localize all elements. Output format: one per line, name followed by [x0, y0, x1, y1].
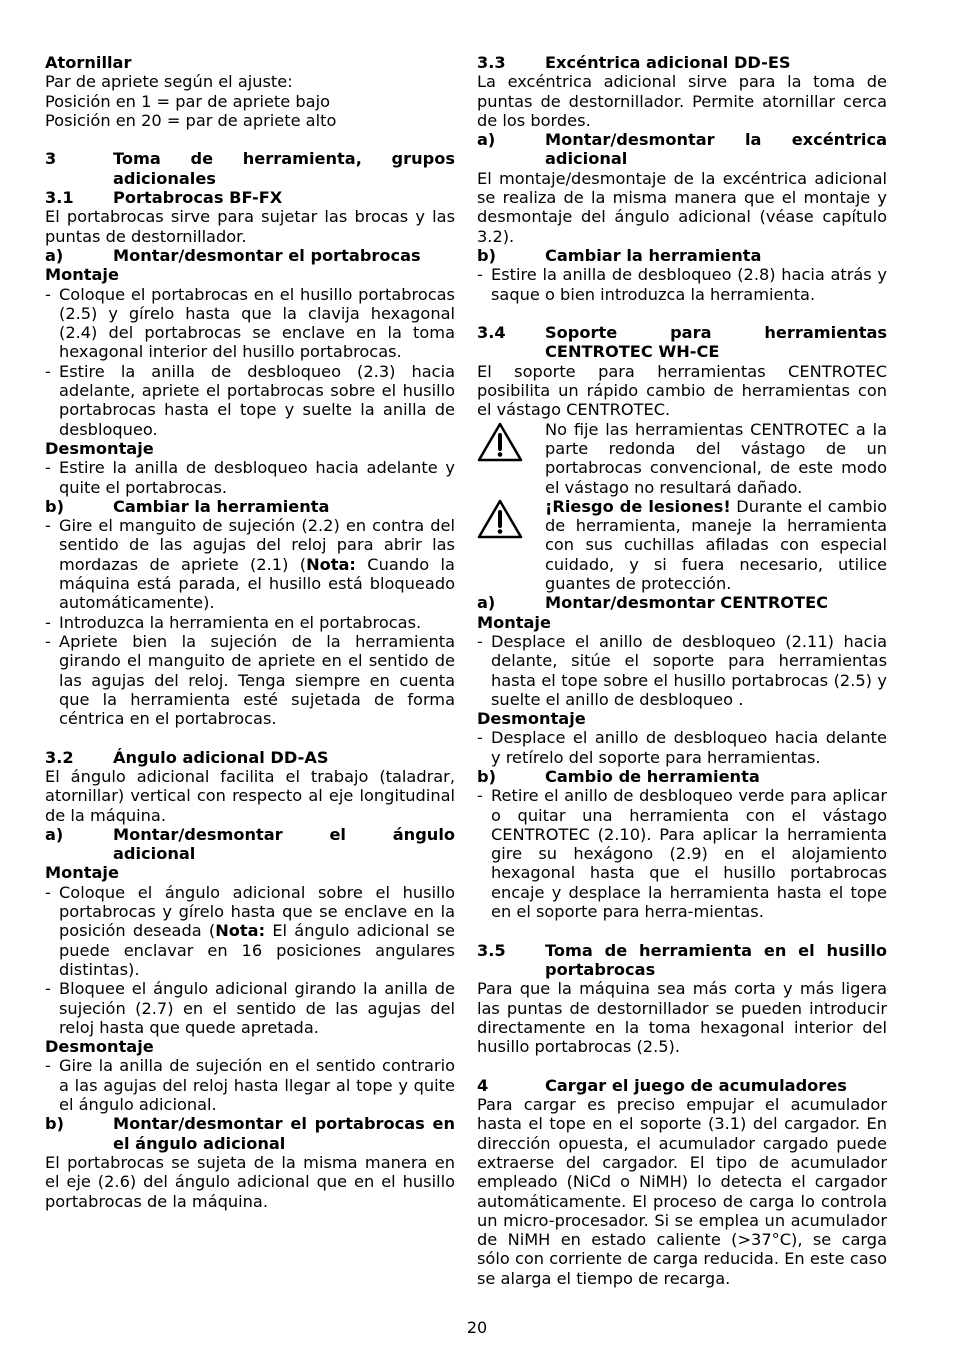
subsection-title: Cambiar la herramienta [545, 245, 762, 265]
paragraph: La excéntrica adicional sirve para la toma de puntas de destornillador. Permite atornillar cerca de los bordes. [477, 72, 887, 130]
bullet-dash: - [477, 265, 483, 285]
section-number: 3.5 [477, 940, 506, 960]
section-title: Cargar el juego de acumuladores [545, 1075, 847, 1095]
section-title: Excéntrica adicional DD-ES [545, 53, 791, 72]
text-line: Posición en 20 = par de apriete alto [45, 110, 337, 130]
list-item [45, 516, 455, 612]
list-item-text: Estire la anilla de desbloqueo (2.3) hacia adelante, apriete el portabrocas sobre el husillo portabrocas hasta el tope y suelte la anilla de desbloqueo. [59, 361, 455, 439]
bullet-dash: - [45, 882, 51, 902]
paragraph: Para cargar es preciso empujar el acumulador hasta el tope en el soporte (3.1) del cargador. En dirección opuesta, el acumulador cargado puede extraerse del cargador. El tipo de acumulador empleado (NiCd o NiMH) lo detecta el cargador automáticamente. El proceso de carga lo controla un micro-procesador. Si se emplea un acumulador de NiMH en estado caliente (>37°C), se carga sólo con corriente de carga reducida. En este caso se alarga el tiempo de recarga. [477, 1095, 887, 1288]
list-item [45, 979, 455, 1037]
warning-triangle-icon [477, 497, 545, 593]
text-run: El ángulo adicional se puede enclavar en 16 posiciones angulares distintas). [59, 921, 455, 979]
warning-triangle-icon [477, 420, 545, 497]
section-heading-3 [45, 149, 455, 188]
list-item [45, 362, 455, 439]
list-item [45, 632, 455, 728]
paragraph: El ángulo adicional facilita el trabajo (taladrar, atornillar) vertical con respecto al eje longitudinal de la máquina. [45, 766, 455, 825]
bullet-dash: - [45, 979, 51, 999]
subsection-letter: a) [45, 245, 64, 265]
subsection-heading [45, 497, 455, 516]
bullet-dash: - [45, 631, 51, 651]
subsection-heading [45, 1114, 455, 1153]
subsection-heading [477, 767, 887, 786]
list-item-text: Estire la anilla de desbloqueo (2.8) hacia atrás y saque o bien introduzca la herramienta. [491, 265, 887, 304]
section-title: Toma de herramienta, grupos adicionales [113, 149, 455, 188]
text-line: Posición en 1 = par de apriete bajo [45, 91, 330, 111]
section-heading-3-5 [477, 941, 887, 980]
bullet-dash: - [477, 728, 483, 748]
subsection-heading [45, 246, 455, 265]
section-heading-3-2 [45, 748, 455, 767]
list-item [477, 786, 887, 921]
paragraph: El portabrocas se sujeta de la misma manera en el eje (2.6) del ángulo adicional que en el husillo portabrocas de la máquina. [45, 1152, 455, 1211]
list-item-text: Bloquee el ángulo adicional girando la anilla de sujeción (2.7) en el sentido de las agujas del reloj hasta que quede apretada. [59, 979, 455, 1037]
subsection-title: Cambiar la herramienta [113, 496, 330, 516]
list-item-text [59, 883, 455, 979]
section-number: 3 [45, 149, 57, 169]
subsection-title: Cambio de herramienta [545, 766, 760, 786]
list-item-text: Gire la anilla de sujeción en el sentido contrario a las agujas del reloj hasta llegar al tope y quite el ángulo adicional. [59, 1056, 455, 1115]
warning-text: No fije las herramientas CENTROTEC a la parte redonda del vástago de un portabrocas convencional, de este modo el vástago no resultará dañado. [545, 419, 887, 497]
subsection-letter: b) [45, 496, 64, 516]
subsection-letter: a) [477, 130, 496, 150]
section-heading-3-4 [477, 323, 887, 362]
warning-block [477, 420, 887, 497]
paragraph: El portabrocas sirve para sujetar las brocas y las puntas de destornillador. [45, 207, 455, 246]
list-item-text: Retire el anillo de desbloqueo verde para aplicar o quitar una herramienta con el vástago CENTROTEC (2.10). Para aplicar la herramienta gire su hexágono (2.9) en el alojamiento hexagonal hasta que el husillo portabrocas encaje y desplace la herramienta hasta el tope en el soporte para herra-mientas. [491, 786, 887, 922]
list-item-text: Coloque el portabrocas en el husillo portabrocas (2.5) y gírelo hasta que la clavija hexagonal (2.4) del portabrocas se enclave en la toma hexagonal interior del husillo portabrocas. [59, 284, 455, 362]
note-label: Nota: [306, 554, 356, 574]
bullet-dash: - [45, 516, 51, 536]
subsection-title: Montar/desmontar CENTROTEC [545, 593, 829, 613]
section-number: 4 [477, 1075, 489, 1095]
list-item [45, 883, 455, 979]
warning-emphasis: ¡Riesgo de lesiones! [545, 496, 731, 516]
section-number: 3.4 [477, 323, 506, 343]
subsection-heading [45, 825, 455, 864]
text-run: Coloque el ángulo adicional sobre el husillo portabrocas y gírelo hasta que se enclave en la posición deseada ( [59, 882, 455, 941]
subsection-letter: b) [477, 245, 496, 265]
subsection-letter: a) [477, 593, 496, 613]
list-item [45, 1056, 455, 1114]
page-number: 20 [466, 1318, 488, 1337]
paragraph: El montaje/desmontaje de la excéntrica adicional se realiza de la misma manera que el montaje y desmontaje del ángulo adicional (véase capítulo 3.2). [477, 168, 887, 246]
note-label: Nota: [215, 921, 266, 941]
list-item-text: Apriete bien la sujeción de la herramienta girando el manguito de apriete en el sentido de las agujas del reloj. Tenga siempre en cuenta que la herramienta esté sujetada de forma céntrica en el portabrocas. [59, 631, 455, 729]
warning-text [545, 497, 887, 593]
label-desmontaje: Desmontaje [45, 1037, 154, 1057]
subsection-heading [477, 593, 887, 612]
bullet-dash: - [45, 361, 51, 381]
text-run: Cuando la máquina está parada, el husillo está bloqueado automáticamente). [59, 554, 455, 613]
bullet-dash: - [45, 612, 51, 632]
label-montaje: Montaje [45, 265, 119, 285]
label-desmontaje: Desmontaje [477, 709, 586, 729]
list-item-text: Desplace el anillo de desbloqueo (2.11) hacia delante, sitúe el soporte para herramientas hasta el tope sobre el husillo portabrocas (2.5) y suelte el anillo de desbloqueo . [491, 631, 887, 709]
list-item-text: Introduzca la herramienta en el portabrocas. [59, 612, 422, 632]
paragraph: Para que la máquina sea más corta y más ligera las puntas de destornillador se pueden introducir directamente en la toma hexagonal interior del husillo portabrocas (2.5). [477, 979, 887, 1057]
list-item-text: Estire la anilla de desbloqueo hacia adelante y quite el portabrocas. [59, 458, 455, 497]
list-item-text: Desplace el anillo de desbloqueo hacia delante y retírelo del soporte para herramientas. [491, 728, 887, 767]
list-item [477, 632, 887, 709]
subsection-title: Montar/desmontar el portabrocas [113, 245, 421, 265]
subsection-letter: b) [45, 1114, 64, 1134]
list-item-text [59, 516, 455, 612]
list-item [45, 458, 455, 497]
section-title: Soporte para herramientas CENTROTEC WH-CE [545, 323, 887, 362]
right-column [477, 53, 887, 1288]
subsection-title: Montar/desmontar el portabrocas en el ángulo adicional [113, 1114, 455, 1153]
list-item [45, 285, 455, 362]
bullet-dash: - [45, 458, 51, 478]
paragraph: El soporte para herramientas CENTROTEC posibilita un rápido cambio de herramientas con el vástago CENTROTEC. [477, 361, 887, 420]
bullet-dash: - [477, 631, 483, 651]
label-montaje: Montaje [477, 612, 551, 632]
subsection-title: Montar/desmontar la excéntrica adicional [545, 130, 887, 169]
subsection-letter: b) [477, 766, 496, 786]
section-heading-4 [477, 1076, 887, 1095]
warning-block [477, 497, 887, 593]
section-number: 3.2 [45, 747, 74, 767]
label-desmontaje: Desmontaje [45, 438, 154, 458]
text-run: Gire el manguito de sujeción (2.2) en contra del sentido de las agujas del reloj para abrir las mordazas de apriete (2.1) ( [59, 516, 455, 574]
section-heading-atornillar: Atornillar [45, 53, 132, 72]
text-run: Durante el cambio de herramienta, maneje la herramienta con sus cuchillas afiladas con especial cuidado, y si fuera necesario, utilice guantes de protección. [545, 496, 887, 594]
list-item [477, 728, 887, 767]
section-title: Toma de herramienta en el husillo portabrocas [545, 940, 887, 979]
section-title: Portabrocas BF-FX [113, 188, 283, 208]
left-column [45, 53, 455, 1211]
section-number: 3.3 [477, 53, 506, 72]
subsection-heading [477, 130, 887, 169]
section-heading-3-3 [477, 53, 887, 72]
section-number: 3.1 [45, 188, 74, 208]
bullet-dash: - [45, 284, 51, 304]
label-montaje: Montaje [45, 863, 119, 883]
bullet-dash: - [477, 786, 483, 806]
subsection-title: Montar/desmontar el ángulo adicional [113, 824, 455, 864]
subsection-letter: a) [45, 824, 64, 844]
section-heading-3-1 [45, 188, 455, 207]
text-line: Par de apriete según el ajuste: [45, 72, 293, 92]
subsection-heading [477, 246, 887, 265]
bullet-dash: - [45, 1056, 51, 1076]
list-item [45, 613, 455, 632]
section-title: Ángulo adicional DD-AS [113, 747, 329, 767]
list-item [477, 265, 887, 304]
